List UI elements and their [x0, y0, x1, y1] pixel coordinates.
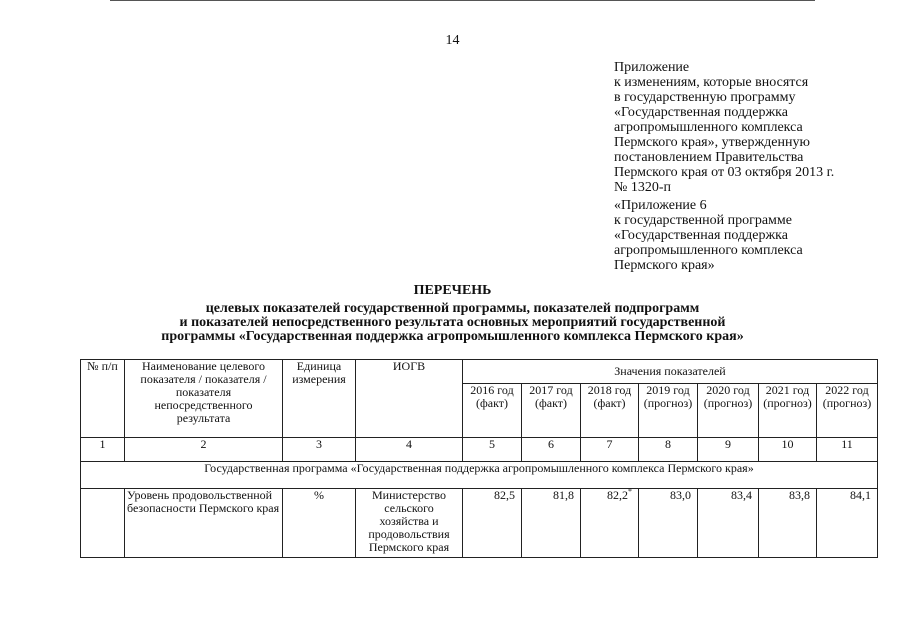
row-value-2017: 81,8: [522, 489, 581, 558]
table-row: [81, 489, 878, 558]
column-number: 2: [125, 438, 283, 462]
header-year-2019: [639, 384, 698, 438]
year-kind: (прогноз): [763, 396, 812, 410]
row-value-2018: [581, 489, 639, 558]
document-title: ПЕРЕЧЕНЬ: [413, 283, 492, 298]
row-value-2020: 83,4: [698, 489, 759, 558]
header-unit: Единица измерения: [283, 360, 356, 438]
header-year-2020: [698, 384, 759, 438]
header-name: Наименование целевого показателя / показателя / показателя непосредственного результата: [125, 360, 283, 438]
appendix-line: к изменениям, которые вносятся: [614, 75, 809, 90]
appendix-line: Приложение: [614, 60, 690, 75]
top-rule: [110, 0, 815, 1]
year-kind: (факт): [593, 396, 626, 410]
row-value-2022: 84,1: [817, 489, 878, 558]
column-number: 1: [81, 438, 125, 462]
column-number: 7: [581, 438, 639, 462]
year-kind: (факт): [475, 396, 508, 410]
value-text: 82,2: [607, 488, 628, 502]
appendix-line: агропромышленного комплекса: [614, 120, 803, 135]
header-year-2017: [522, 384, 581, 438]
header-year-2021: [759, 384, 817, 438]
column-number: 10: [759, 438, 817, 462]
row-unit: %: [283, 489, 356, 558]
appendix-line: к государственной программе: [614, 213, 792, 228]
appendix-line: Пермского края», утвержденную: [614, 135, 810, 150]
year-kind: (факт): [534, 396, 567, 410]
appendix-line: постановлением Правительства: [614, 150, 804, 165]
column-number: 3: [283, 438, 356, 462]
header-year-2016: [463, 384, 522, 438]
indicators-table: [80, 359, 878, 558]
subtitle-line: целевых показателей государственной программы, показателей подпрограмм: [205, 301, 700, 316]
header-values-group: Значения показателей: [463, 360, 878, 384]
section-title: Государственная программа «Государственная поддержка агропромышленного комплекса Пермского края»: [81, 462, 878, 489]
year-label: 2022 год: [825, 383, 869, 397]
appendix-block: [614, 60, 899, 195]
appendix-line: «Государственная поддержка: [614, 228, 788, 243]
row-name: Уровень продовольственной безопасности Пермского края: [125, 489, 283, 558]
appendix-line: № 1320-п: [614, 180, 672, 195]
header-num: № п/п: [81, 360, 125, 438]
row-iogv: Министерство сельского хозяйства и продовольствия Пермского края: [356, 489, 463, 558]
year-kind: (прогноз): [703, 396, 753, 410]
year-kind: (прогноз): [643, 396, 693, 410]
column-number: 9: [698, 438, 759, 462]
column-number: 8: [639, 438, 698, 462]
subtitle-line: и показателей непосредственного результата основных мероприятий государственной: [179, 315, 726, 330]
year-kind: (прогноз): [822, 396, 872, 410]
year-label: 2020 год: [706, 383, 750, 397]
appendix-block-2: [614, 198, 899, 273]
document-subtitle: [0, 302, 905, 344]
appendix-line: агропромышленного комплекса: [614, 243, 803, 258]
page-number: 14: [445, 33, 460, 48]
row-value-2021: 83,8: [759, 489, 817, 558]
column-number: 11: [817, 438, 878, 462]
footnote-mark: *: [628, 487, 632, 496]
column-number: 5: [463, 438, 522, 462]
year-label: 2019 год: [646, 383, 690, 397]
header-year-2018: [581, 384, 639, 438]
year-label: 2017 год: [529, 383, 573, 397]
year-label: 2016 год: [470, 383, 514, 397]
appendix-line: Пермского края»: [614, 258, 715, 273]
appendix-line: «Приложение 6: [614, 198, 707, 213]
row-value-2019: 83,0: [639, 489, 698, 558]
header-year-2022: [817, 384, 878, 438]
subtitle-line: программы «Государственная поддержка агропромышленного комплекса Пермского края»: [161, 329, 744, 344]
header-iogv: ИОГВ: [356, 360, 463, 438]
row-value-2016: 82,5: [463, 489, 522, 558]
column-number: 6: [522, 438, 581, 462]
year-label: 2021 год: [765, 383, 810, 397]
appendix-line: Пермского края от 03 октября 2013 г.: [614, 165, 835, 180]
appendix-line: «Государственная поддержка: [614, 105, 788, 120]
row-num: [81, 489, 125, 558]
appendix-line: в государственную программу: [614, 90, 796, 105]
year-label: 2018 год: [587, 383, 632, 397]
column-number: 4: [356, 438, 463, 462]
